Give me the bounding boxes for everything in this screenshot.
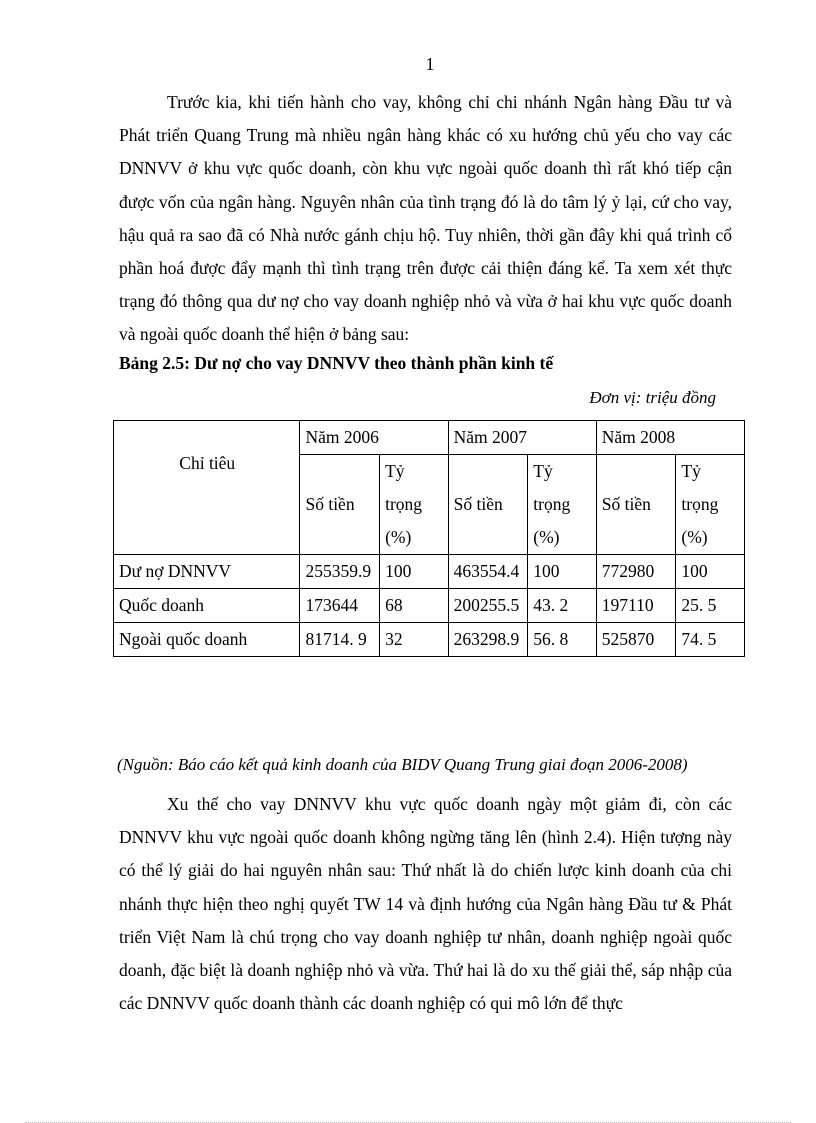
cell-value: 100 [528,555,597,589]
cell-value: 100 [380,555,449,589]
cell-value: 463554.4 [448,555,528,589]
cell-value: 56. 8 [528,623,597,657]
cell-value: 74. 5 [676,623,745,657]
cell-value: 772980 [596,555,676,589]
subheader-share-2008: Tỷ trọng (%) [676,455,745,555]
subheader-share-2006: Tỷ trọng (%) [380,455,449,555]
cell-value: 32 [380,623,449,657]
subheader-amount-2006: Số tiền [300,455,380,555]
subheader-amount-2008: Số tiền [596,455,676,555]
paragraph-trend-text: Xu thế cho vay DNNVV khu vực quốc doanh ngày một giảm đi, còn các DNNVV khu vực ngoài quốc doanh không ngừng tăng lên (hình 2.4). Hiện tượng này có thể lý giải do hai nguyên nhân sau: Thứ nhất là do chiến lược kinh doanh của chi nhánh thực hiện theo nghị quyết TW 14 và định hướng của Ngân hàng Đầu tư & Phát triển Việt Nam là chú trọng cho vay doanh nghiệp tư nhân, doanh nghiệp ngoài quốc doanh, đặc biệt là doanh nghiệp nhỏ và vừa. Thứ hai là do xu thế giải thể, sáp nhập của các DNNVV quốc doanh thành các doanh nghiệp có qui mô lớn để thực [119,794,732,1014]
loan-balance-table [113,420,745,657]
cell-value: 200255.5 [448,589,528,623]
paragraph-intro-text: Trước kia, khi tiến hành cho vay, không chỉ chi nhánh Ngân hàng Đầu tư và Phát triển Quang Trung mà nhiều ngân hàng khác có xu hướng chủ yếu cho vay các DNNVV ở khu vực quốc doanh, còn khu vực ngoài quốc doanh thì rất khó tiếp cận được vốn của ngân hàng. Nguyên nhân của tình trạng đó là do tâm lý ỷ lại, cứ cho vay, hậu quả ra sao đã có Nhà nước gánh chịu hộ. Tuy nhiên, thời gần đây khi quá trình cổ phần hoá được đẩy mạnh thì tình trạng trên được cải thiện đáng kể. Ta xem xét thực trạng đó thông qua dư nợ cho vay doanh nghiệp nhỏ và vừa ở hai khu vực quốc doanh và ngoài quốc doanh thể hiện ở bảng sau: [119,92,732,345]
cell-value: 263298.9 [448,623,528,657]
header-year-2008: Năm 2008 [596,421,744,455]
header-year-2007: Năm 2007 [448,421,596,455]
source-note: (Nguồn: Báo cáo kết quả kinh doanh của BIDV Quang Trung giai đoạn 2006-2008) [117,755,688,774]
header-indicator: Chỉ tiêu [114,421,300,555]
table-header-row [114,421,745,455]
subheader-amount-2007: Số tiền [448,455,528,555]
cell-value: 173644 [300,589,380,623]
table-row [114,623,745,657]
cell-value: 43. 2 [528,589,597,623]
paragraph-trend [119,788,732,1020]
row-label: Quốc doanh [114,589,300,623]
row-label: Ngoài quốc doanh [114,623,300,657]
page-number: 1 [425,54,435,74]
cell-value: 100 [676,555,745,589]
cell-value: 255359.9 [300,555,380,589]
cell-value: 81714. 9 [300,623,380,657]
table-row [114,589,745,623]
subheader-share-2007: Tỷ trọng (%) [528,455,597,555]
cell-value: 25. 5 [676,589,745,623]
table-caption: Bảng 2.5: Dư nợ cho vay DNNVV theo thành phần kinh tế [119,353,554,373]
unit-label: Đơn vị: triệu đồng [589,388,716,407]
paragraph-intro [119,86,732,352]
cell-value: 197110 [596,589,676,623]
table-row [114,555,745,589]
cell-value: 68 [380,589,449,623]
cell-value: 525870 [596,623,676,657]
header-year-2006: Năm 2006 [300,421,448,455]
row-label: Dư nợ DNNVV [114,555,300,589]
